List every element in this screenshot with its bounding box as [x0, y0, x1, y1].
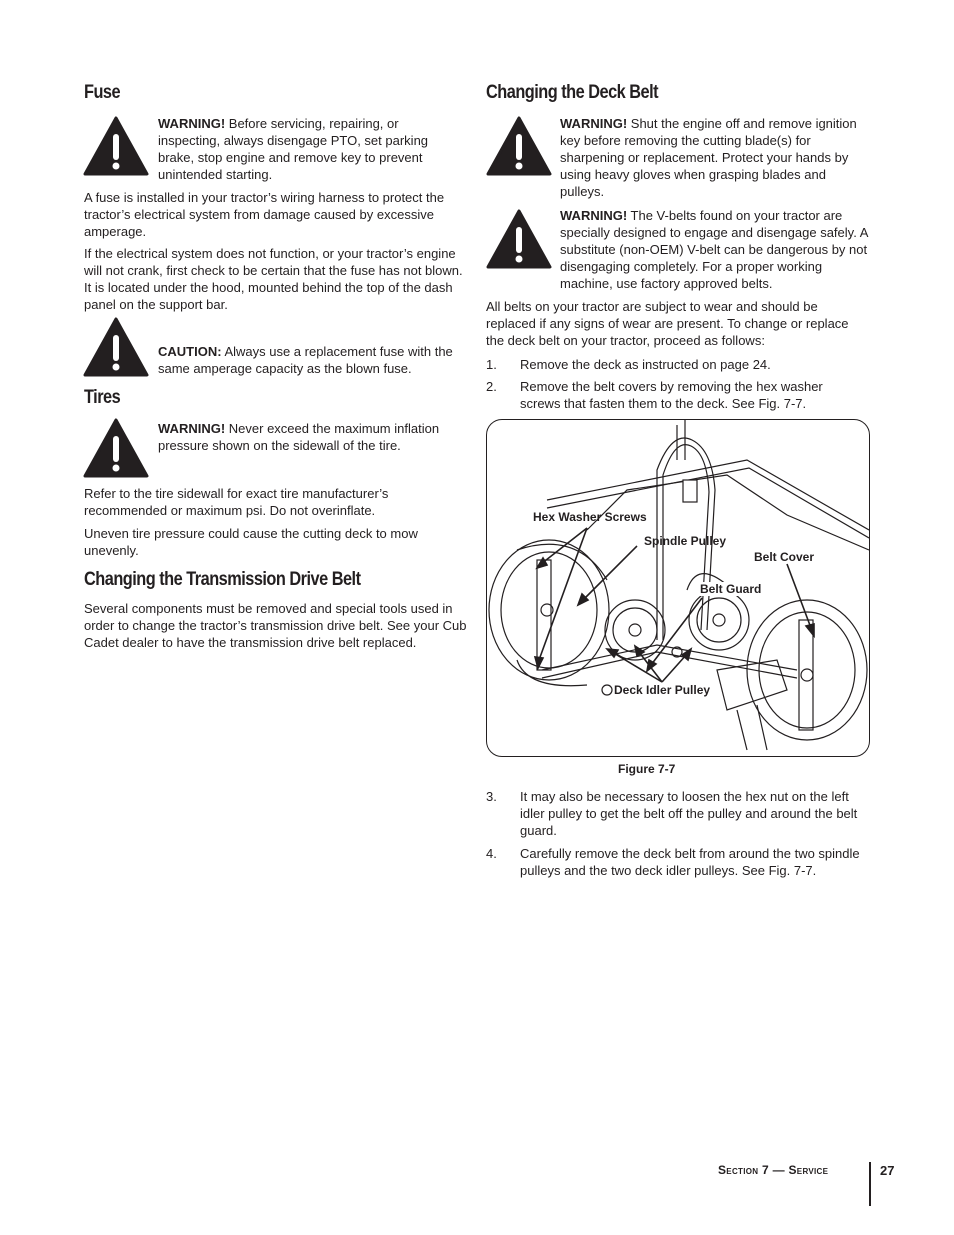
- warning-label: WARNING!: [560, 116, 628, 131]
- warning-icon: [83, 418, 149, 478]
- fuse-para-1: A fuse is installed in your tractor’s wiring harness to protect the tractor’s electrical system from damage caused by excessive amperage.: [84, 190, 445, 239]
- step-text: Carefully remove the deck belt from around the two spindle pulleys and the two deck idler pulleys. See Fig. 7-7.: [520, 846, 860, 878]
- caution-icon: [83, 317, 149, 377]
- warning-text: Shut the engine off and remove ignition key before removing the cutting blade(s) for sharpening or replacement. Protect your hands by using heavy gloves when grasping blades and pulleys.: [560, 116, 857, 199]
- warning-icon: [486, 116, 552, 176]
- fuse-heading: Fuse: [84, 82, 121, 103]
- figure-caption: Figure 7-7: [618, 762, 676, 776]
- label-belt-guard: Belt Guard: [700, 582, 762, 596]
- footer-divider: [869, 1162, 871, 1206]
- step-number: 3.: [486, 789, 497, 804]
- fuse-warning: [158, 115, 458, 183]
- caution-text: Always use a replacement fuse with the same amperage capacity as the blown fuse.: [158, 344, 453, 376]
- warning-text: The V-belts found on your tractor are specially designed to engage and disengage safely. A substitute (non-OEM) V-belt can be dangerous by not disengaging completely. For a proper working machine, use factory approved belts.: [560, 208, 868, 291]
- label-spindle-pulley: Spindle Pulley: [644, 534, 727, 548]
- deck-belt-heading: Changing the Deck Belt: [486, 82, 659, 103]
- step-text: It may also be necessary to loosen the hex nut on the left idler pulley to get the belt off the pulley and around the belt guard.: [520, 789, 858, 838]
- warning-label: WARNING!: [158, 421, 226, 436]
- step-number: 4.: [486, 846, 497, 861]
- tires-para-2: Uneven tire pressure could cause the cutting deck to mow unevenly.: [84, 526, 418, 558]
- caution-label: CAUTION:: [158, 344, 222, 359]
- step-text: Remove the deck as instructed on page 24.: [520, 357, 771, 372]
- transmission-para-1: Several components must be removed and special tools used in order to change the tractor’s transmission drive belt. See your Cub Cadet dealer to have the transmission drive belt replaced.: [84, 601, 467, 650]
- deck-belt-illustration: [487, 420, 869, 756]
- warning-icon: [83, 116, 149, 176]
- label-deck-idler-pulley: Deck Idler Pulley: [614, 683, 711, 697]
- deck-warning-2: [560, 207, 872, 292]
- tires-heading: Tires: [84, 387, 121, 408]
- footer-section: Section 7 — Service: [718, 1163, 829, 1177]
- warning-icon: [486, 209, 552, 269]
- step-number: 1.: [486, 357, 497, 372]
- tires-para-1: Refer to the tire sidewall for exact tire manufacturer’s recommended or maximum psi. Do not overinflate.: [84, 486, 389, 518]
- step-number: 2.: [486, 379, 497, 394]
- step-text: Remove the belt covers by removing the hex washer screws that fasten them to the deck. See Fig. 7-7.: [520, 379, 823, 411]
- figure-7-7: [486, 419, 870, 757]
- tires-warning: [158, 420, 463, 454]
- deck-intro: All belts on your tractor are subject to wear and should be replaced if any signs of wear are present. To change or replace the deck belt on your tractor, proceed as follows:: [486, 299, 849, 348]
- fuse-para-2: If the electrical system does not function, or your tractor’s engine will not crank, first check to be certain that the fuse has not blown. It is located under the hood, mounted behind the top of the dash panel on the support bar.: [84, 246, 463, 312]
- page-number: 27: [880, 1163, 895, 1178]
- fuse-caution: [158, 343, 468, 377]
- warning-text: Before servicing, repairing, or inspecting, always disengage PTO, set parking brake, stop engine and remove key to prevent unintended starting.: [158, 116, 429, 182]
- warning-text: Never exceed the maximum inflation pressure shown on the sidewall of the tire.: [158, 421, 440, 453]
- transmission-heading: Changing the Transmission Drive Belt: [84, 569, 361, 590]
- warning-label: WARNING!: [560, 208, 628, 223]
- warning-label: WARNING!: [158, 116, 226, 131]
- label-belt-cover: Belt Cover: [754, 550, 815, 564]
- deck-warning-1: [560, 115, 872, 200]
- label-hex-washer-screws: Hex Washer Screws: [533, 510, 647, 524]
